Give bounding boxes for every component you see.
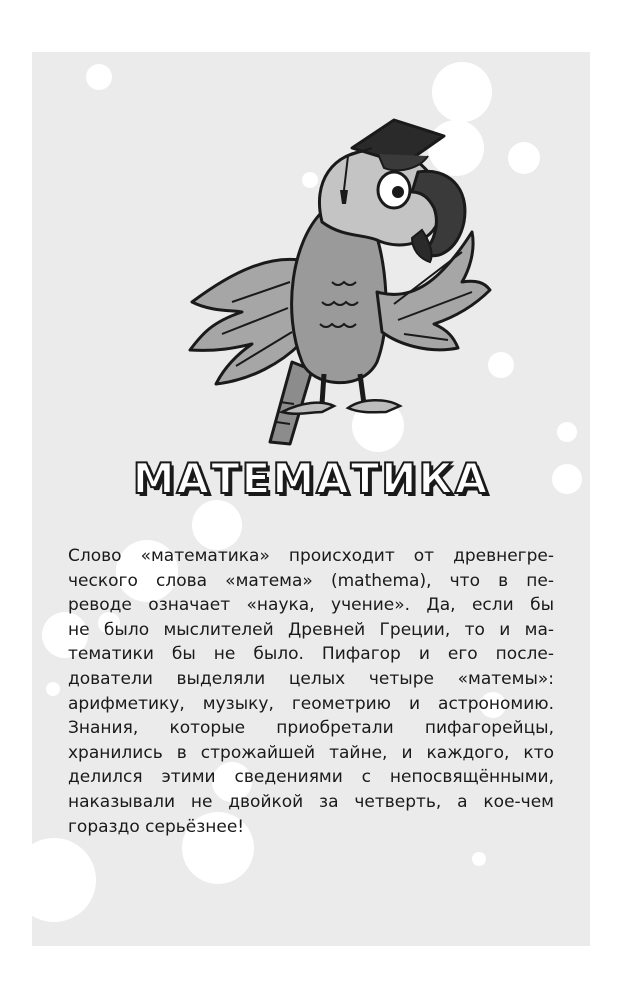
bubble-decoration [46, 682, 60, 696]
text-line: наказывали не двойкой за четверть, а кое-чем [68, 791, 554, 812]
bubble-decoration [508, 142, 540, 174]
bubble-decoration [32, 838, 96, 922]
book-page [32, 52, 590, 946]
text-line: Знания, которые приобретали пифагорейцы, [68, 718, 554, 739]
text-line: дователи выделяли целых четыре «матемы»: [68, 668, 554, 689]
page-title: МАТЕМАТИКА [132, 454, 490, 503]
bubble-decoration [557, 422, 577, 442]
bubble-decoration [192, 500, 242, 550]
text-line: делился этими сведениями с непосвящёнными, [68, 767, 554, 788]
text-line: Слово «математика» происходит от древнегре- [68, 546, 554, 566]
bubble-decoration [472, 852, 486, 866]
text-line: гораздо серьёзнее! [68, 816, 245, 837]
text-line: не было мыслителей Древней Греции, то и ма- [68, 619, 554, 640]
bubble-decoration [86, 64, 112, 90]
parrot-right-foot [348, 400, 400, 412]
text-line: ческого слова «матема» (mathema), что в пе- [68, 570, 554, 591]
parrot-illustration [172, 112, 492, 452]
text-line: реводе означает «наука, учение». Да, если бы [68, 595, 554, 616]
text-line: хранились в строжайшей тайне, и каждого, кто [68, 742, 554, 763]
article-paragraph [68, 544, 554, 839]
text-line: арифметику, музыку, геометрию и астрономию. [68, 693, 554, 714]
parrot-pupil [392, 186, 404, 198]
text-line: тематики бы не было. Пифагор и его после- [68, 644, 554, 665]
